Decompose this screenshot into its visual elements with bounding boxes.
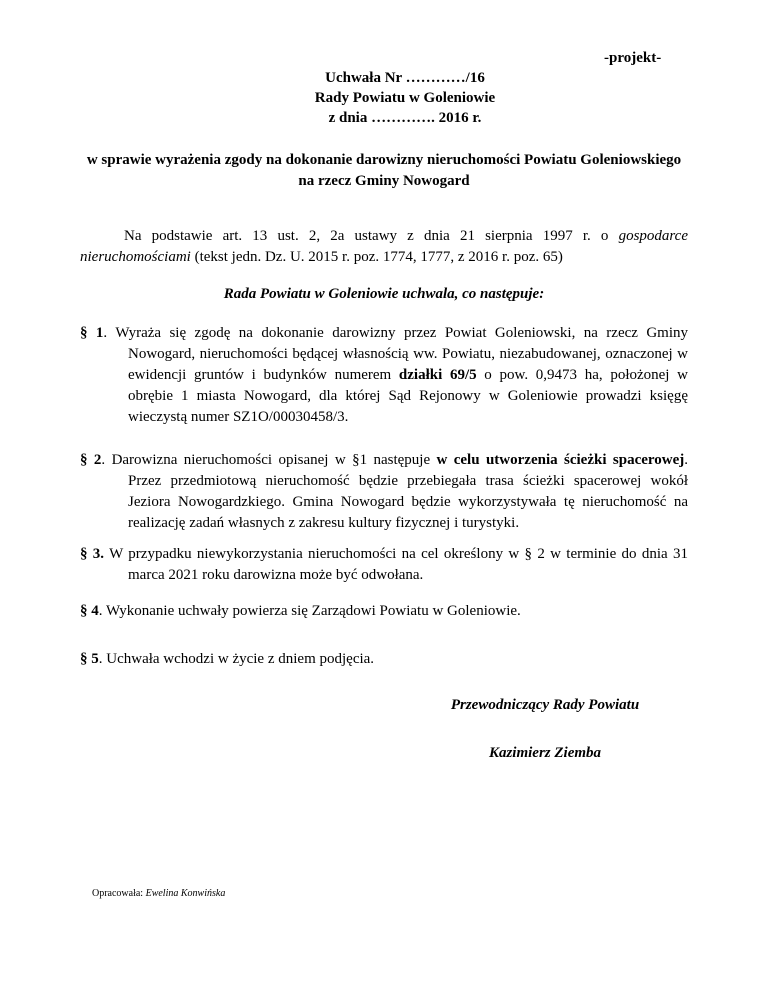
resolves-statement: Rada Powiatu w Goleniowie uchwala, co następuje: (223, 286, 545, 302)
subject-line-2: na rzecz Gminy Nowogard (298, 173, 470, 189)
paragraph-text: Wyraża się zgodę na dokonanie darowizny przez Powiat Goleniowski, na rzecz Gminy Nowogard, nieruchomości będącej własnością ww. Powiatu, niezabudowanej, oznaczonej w ewidencji gruntów i budynków numerem (115, 325, 689, 383)
paragraph-5: § 5. Uchwała wchodzi w życie z dniem podjęcia. (80, 651, 375, 667)
paragraph-text: Darowizna nieruchomości opisanej w §1 następuje (111, 452, 437, 468)
resolution-date: z dnia …………. 2016 r. (328, 110, 482, 126)
paragraph-3 (80, 544, 688, 586)
paragraph-bold-text: działki 69/5 (398, 367, 477, 383)
signature-title: Przewodniczący Rady Powiatu (450, 697, 640, 713)
paragraph-bold-text: w celu utworzenia ścieżki spacerowej (436, 452, 685, 468)
paragraph-1: § 1. Wyraża się zgodę na dokonanie darowizny przez Powiat Goleniowski, na rzecz Gminy Nowogard, nieruchomości będącej własnością ww. Powiatu, niezabudowanej, oznaczonej w ewidencji gruntów i budynków numerem działki 69/5 o pow. 0,9473 ha, położonej w obrębie 1 miasta Nowogard, dla której Sąd Rejonowy w Goleniowie prowadzi księgę wieczystą numer SZ1O/00030458/3. (80, 325, 689, 425)
prepared-by (92, 888, 225, 899)
paragraph-text: Uchwała wchodzi w życie z dniem podjęcia. (106, 651, 375, 667)
paragraph-mark: § 4 (80, 603, 99, 619)
paragraph-text-after: . Przez przedmiotową nieruchomość będzie przebiegała trasa ścieżki spacerowej wokół Jeziora Nowogardzkiego. Gmina Nowogard będzie wykorzystywała tę nieruchomość na realizację zadań własnych z zakresu kultury fizycznej i turystyki. (128, 452, 689, 531)
resolution-header (300, 68, 510, 128)
basis-act-title: gospodarce nieruchomościami (80, 228, 688, 265)
basis-text-before: Na podstawie art. 13 ust. 2, 2a ustawy z dnia 21 sierpnia 1997 r. o (124, 228, 619, 244)
draft-label: -projekt- (604, 50, 662, 66)
basis-text-after: (tekst jedn. Dz. U. 2015 r. poz. 1774, 1777, z 2016 r. poz. 65) (190, 249, 563, 265)
resolution-number: Uchwała Nr …………/16 (325, 70, 485, 86)
paragraph-mark: § 1 (80, 325, 104, 341)
paragraph-mark: § 5 (80, 651, 99, 667)
resolution-subject (80, 150, 688, 192)
prepared-by-name: Ewelina Konwińska (145, 888, 226, 899)
paragraph-4: § 4. Wykonanie uchwały powierza się Zarządowi Powiatu w Goleniowie. (80, 603, 521, 619)
paragraph-mark: § 3. (80, 546, 105, 562)
paragraph-text-after: o pow. 0,9473 ha, położonej w obrębie 1 miasta Nowogard, dla której Sąd Rejonowy w Goleniowie prowadzi księgę wieczystą numer SZ1O/00030458/3. (128, 367, 688, 425)
legal-basis (80, 226, 688, 268)
signature-name: Kazimierz Ziemba (488, 745, 602, 761)
paragraph-text: W przypadku niewykorzystania nieruchomości na cel określony w § 2 w terminie do dnia 31 marca 2021 roku darowizna może być odwołana. (109, 546, 689, 583)
paragraph-mark: § 2 (80, 452, 102, 468)
subject-line-1: w sprawie wyrażenia zgody na dokonanie darowizny nieruchomości Powiatu Goleniowskiego (86, 152, 682, 168)
prepared-by-label: Opracowała: (92, 888, 146, 899)
resolution-council: Rady Powiatu w Goleniowie (314, 90, 496, 106)
paragraph-2: § 2. Darowizna nieruchomości opisanej w §1 następuje w celu utworzenia ścieżki spacerowej. Przez przedmiotową nieruchomość będzie przebiegała trasa ścieżki spacerowej wokół Jeziora Nowogardzkiego. Gmina Nowogard będzie wykorzystywała tę nieruchomość na realizację zadań własnych z zakresu kultury fizycznej i turystyki. (80, 452, 689, 531)
paragraph-text: Wykonanie uchwały powierza się Zarządowi Powiatu w Goleniowie. (105, 603, 521, 619)
